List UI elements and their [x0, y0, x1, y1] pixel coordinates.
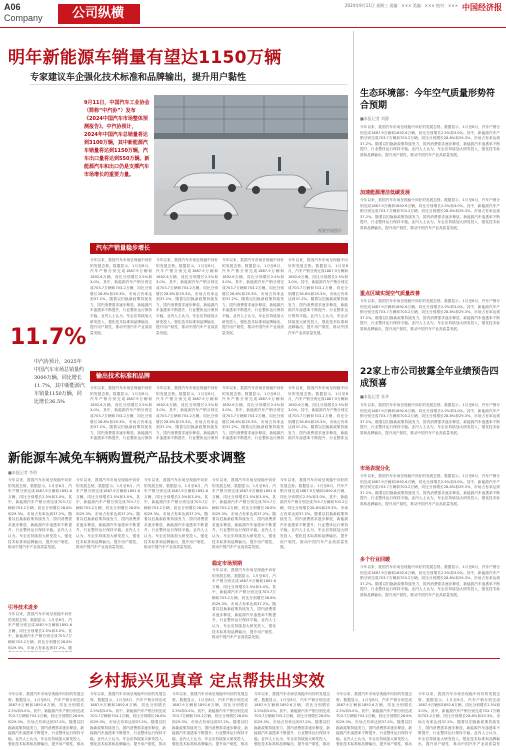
right-article-1-subhead-1: 加速能源清洁低碳发展: [360, 190, 411, 196]
tax-subhead-2: 稳定市场预期: [212, 561, 243, 567]
body-column: 今年以来，我国汽车市场呈现稳中向好的发展态势。数据显示，1月至8月，汽车产销分别完成1887.9万辆和1892.6万辆，同比分别增长2.5%和3.0%。其中，新能源汽车产销分别完成703.7万辆和703.2万辆，同比分别增长28.8%和29.3%，市场占有率达到37.2%。随着以旧换新政策持续发力，国内消费需求逐步释放，新能源汽车渗透率不断提升，行业整体运行保持平稳。业内人士认为，车企应持续加大研发投入，强化技术标准和品牌输出，提升用户黏性，推动中国汽车产业高质量发展。: [212, 478, 276, 550]
right-article-2: [360, 366, 500, 669]
right-article-1-body: 今年以来，我国汽车市场呈现稳中向好的发展态势。数据显示，1月至8月，汽车产销分别完成1887.9万辆和1892.6万辆，同比分别增长2.5%和3.0%。其中，新能源汽车产销分别完成703.7万辆和703.2万辆，同比分别增长28.8%和29.3%，市场占有率达到37.2%。随着以旧换新政策持续发力，国内消费需求逐步释放，新能源汽车渗透率不断提升，行业整体运行保持平稳。业内人士认为，车企应持续加大研发投入，强化技术标准和品牌输出，提升用户黏性，推动中国汽车产业高质量发展。: [360, 299, 500, 331]
divider: [30, 84, 348, 85]
body-column: 今年以来，我国汽车市场呈现稳中向好的发展态势。数据显示，1月至8月，汽车产销分别完成1887.9万辆和1892.6万辆，同比分别增长2.5%和3.0%。其中，新能源汽车产销分别完成703.7万辆和703.2万辆，同比分别增长28.8%和29.3%，市场占有率达到37.2%。随着以旧换新政策持续发力，国内消费需求逐步释放，新能源汽车渗透率不断提升，行业整体运行保持平稳。业内人士认为，车企应持续加大研发投入，强化技术标准和品牌输出，提升用户黏性，推动中国汽车产业高质量发展。: [222, 258, 284, 335]
body-column: 今年以来，我国汽车市场呈现稳中向好的发展态势。数据显示，1月至8月，汽车产销分别完成1887.9万辆和1892.6万辆，同比分别增长2.5%和3.0%。其中，新能源汽车产销分别完成703.7万辆和703.2万辆，同比分别增长28.8%和29.3%，市场占有率达到37.2%。随着以旧换新政策持续发力，国内消费需求逐步释放，新能源汽车渗透率不断提升，行业整体运行保持平稳。业内人士认为，车企应持续加大研发投入，强化技术标准和品牌输出，提升用户黏性，推动: [336, 692, 412, 746]
right-article-1: [360, 88, 500, 349]
stat-caption: 中汽协预计，2025年中国汽车市场总销量约3000万辆，同比增长11.7%，其中新能源汽车销量1150万辆，同比增长36.5%: [34, 359, 85, 405]
section-bar-sales: [90, 243, 348, 254]
photo-caption: 视觉中国图片: [318, 228, 342, 233]
stat-percentage: 11.7%: [10, 325, 87, 350]
body-column: 今年以来，我国汽车市场呈现稳中向好的发展态势。数据显示，1月至8月，汽车产销分别完成1887.9万辆和1892.6万辆，同比分别增长2.5%和3.0%。其中，新能源汽车产销分别完成703.7万辆和703.2万辆，同比分别增长28.8%和29.3%，市场占有率达到37.2%。随着以旧换新政策持续发力，国内消费需求逐步释放，新能源汽车渗透率不断提升，行业整体运行保持平稳。业内人士认为，车企应持续加大研发投入，强化技术标准和品牌输出，提升用户黏性，推动中国汽车产业高质量发展。: [144, 478, 208, 550]
page-header: [0, 0, 506, 28]
factory-photo: [154, 95, 348, 235]
masthead: 中国经济报: [462, 2, 502, 12]
section-bar-standards: [90, 371, 348, 382]
right-article-2-subhead-1: 市场表现分化: [360, 466, 391, 472]
section-english-label: Company: [4, 13, 43, 23]
lead-headline: 明年新能源车销量有望达1150万辆: [8, 48, 282, 68]
right-article-2-headline: 22家上市公司披露全年业绩预告四成预喜: [360, 367, 499, 389]
factory-illustration: [154, 95, 348, 235]
body-column: 今年以来，我国汽车市场呈现稳中向好的发展态势。数据显示，1月至8月，汽车产销分别完成1887.9万辆和1892.6万辆，同比分别增长2.5%和3.0%。其中，新能源汽车产销分别完成703.7万辆和703.2万辆，同比分别增长28.8%和29.3%，市场占有率达到37.2%。随着以旧换新政策持续发力，国内消费需求逐步释放，新能源汽车渗透率不断提升，行业整体运行保持平稳。业内人士认为，车企应持续加大研发投入，强化技术标准和品牌输出，提升用户黏性，推动中国汽车产业高质量发展。: [288, 258, 348, 335]
section-bar-label: 汽车产销量稳步增长: [96, 245, 151, 252]
rural-headline: 乡村振兴见真章 定点帮扶出实效: [88, 671, 326, 690]
section-title: 公司纵横: [72, 6, 125, 21]
divider: [8, 658, 500, 659]
issue-info: 2024年9月11日 星期三 责编：××× 美编：××× 校对：×××: [345, 3, 459, 8]
body-column: 今年以来，我国汽车市场呈现稳中向好的发展态势。数据显示，1月至8月，汽车产销分别完成1887.9万辆和1892.6万辆，同比分别增长2.5%和3.0%。其中，新能源汽车产销分别完成703.7万辆和703.2万辆，同比分别增长28.8%和29.3%，市场占有率达到37.2%。随着以旧换新政策持续发力，国内消费需求逐步释放，新能源汽车渗透率不断提升，行业整体运行保持平稳。业内人士认为，车企应持续加大研发投入，强化技术标准和品牌输出，提升用户黏性，推动: [8, 692, 84, 746]
right-article-2-subhead-2: 多个行业回暖: [360, 557, 391, 563]
column-rule: [353, 31, 354, 631]
right-article-1-headline: 生态环境部：今年空气质量形势符合预期: [360, 89, 496, 111]
body-column: 今年以来，我国汽车市场呈现稳中向好的发展态势。数据显示，1月至8月，汽车产销分别完成1887.9万辆和1892.6万辆，同比分别增长2.5%和3.0%。其中，新能源汽车产销分别完成703.7万辆和703.2万辆，同比分别增长28.8%和29.3%，市场占有率达到37.2%。随着以旧换新政策持续发力，国内消费需求逐步释放，新能源汽车渗透率不断提升，行业整体运行保持平稳。业内人士认为，车企应持续加大研发投入，强化技术标准和品牌输出，提升用户黏性，推动中国汽车产业高质量发展。: [8, 478, 72, 550]
right-article-1-author: ■本报记者 刘静: [360, 116, 390, 121]
body-column: 今年以来，我国汽车市场呈现稳中向好的发展态势。数据显示，1月至8月，汽车产销分别完成1887.9万辆和1892.6万辆，同比分别增长2.5%和3.0%。其中，新能源汽车产销分别完成703.7万辆和703.2万辆，同比分别增长28.8%和29.3%，市场占有率达到37.2%。随着以旧换新政策持续发力，国内消费需求逐步释放，新能源汽车渗透率不断提升，行业整体运行保持平稳。业内人士认为，车企应持续加大研发投入，强化技术标准和品牌输出，提升用户黏性，推动中国汽车产业高质量发展。: [90, 258, 152, 335]
body-column: 今年以来，我国汽车市场呈现稳中向好的发展态势。数据显示，1月至8月，汽车产销分别完成1887.9万辆和1892.6万辆，同比分别增长2.5%和3.0%。其中，新能源汽车产销分别完成703.7万辆和703.2万辆，同比分别增长28.8%和29.3%，市场占有率达到37.2%。随着以旧换新政策持续发力，国内消费需求逐步释放，新能源汽车渗透率不断提升，行业整体运行保持: [222, 386, 284, 440]
body-column: 今年以来，我国汽车市场呈现稳中向好的发展态势。数据显示，1月至8月，汽车产销分别完成1887.9万辆和1892.6万辆，同比分别增长2.5%和3.0%。其中，新能源汽车产销分别完成703.7万辆和703.2万辆，同比分别增长28.8%和29.3%，市场占有率达到37.2%。随着以旧换新政策持续发力，国内消费需求逐步释放，新能源汽车渗透率不断提升，行业整体运行保持平稳。业内人士认为，车企应持续加大研发投入，强化技术标准和品牌输出，提升用户黏性，推动中国汽车产业高质量发展。: [212, 568, 276, 640]
body-column: 今年以来，我国汽车市场呈现稳中向好的发展态势。数据显示，1月至8月，汽车产销分别完成1887.9万辆和1892.6万辆，同比分别增长2.5%和3.0%。其中，新能源汽车产销分别完成703.7万辆和703.2万辆，同比分别增长28.8%和29.3%，市场占有率达到37.2%。随着以旧换新政策持续发力，国内消费需求逐步释放，新能源汽车渗透率不断提升，行业整体运行保持平稳。业内人士认为，车企应持续加大研发投入，强化技术标准和品牌输出，提升用户黏性，推动中国汽车产业高质量发展。: [156, 258, 218, 335]
lead-intro: 9月11日，中国汽车工业协会（简称“中汽协”）发布《2024中国汽车市场整体预测报告》。中汽协预计，2024年中国汽车总销量将达到3100万辆，其中新能源汽车销量将达到1150万辆，汽车出口量将达到550万辆。新能源汽车和出口仍是支撑汽车市场增长的重要力量。: [84, 100, 150, 178]
right-article-2-body: 今年以来，我国汽车市场呈现稳中向好的发展态势。数据显示，1月至8月，汽车产销分别完成1887.9万辆和1892.6万辆，同比分别增长2.5%和3.0%。其中，新能源汽车产销分别完成703.7万辆和703.2万辆，同比分别增长28.8%和29.3%，市场占有率达到37.2%。随着以旧换新政策持续发力，国内消费需求逐步释放，新能源汽车渗透率不断提升，行业整体运行保持平稳。业内人士认为，车企应持续加大研发投入，强化技术标准和品牌输出，提升用户黏性，推动中国汽车产业高质量发展。: [360, 474, 500, 506]
tax-author: ■本报记者 李明: [8, 470, 38, 475]
tax-subhead-1: 引导技术进步: [8, 605, 39, 611]
tax-headline: 新能源车减免车辆购置税产品技术要求调整: [8, 450, 246, 465]
body-column: 今年以来，我国汽车市场呈现稳中向好的发展态势。数据显示，1月至8月，汽车产销分别完成1887.9万辆和1892.6万辆，同比分别增长2.5%和3.0%。其中，新能源汽车产销分别完成703.7万辆和703.2万辆，同比分别增长28.8%和29.3%，市场占有率达到37.2%。随着以旧换新政策持续发力，国内消费需求逐步释放，新能源汽车渗透率不断提升，行业整体运行保持: [90, 386, 152, 440]
body-column: 今年以来，我国汽车市场呈现稳中向好的发展态势。数据显示，1月至8月，汽车产销分别完成1887.9万辆和1892.6万辆，同比分别增长2.5%和3.0%。其中，新能源汽车产销分别完成703.7万辆和703.2万辆，同比分别增长28.8%和29.3%，市场占有率达到37.2%。随: [8, 612, 72, 650]
body-column: 今年以来，我国汽车市场呈现稳中向好的发展态势。数据显示，1月至8月，汽车产销分别完成1887.9万辆和1892.6万辆，同比分别增长2.5%和3.0%。其中，新能源汽车产销分别完成703.7万辆和703.2万辆，同比分别增长28.8%和29.3%，市场占有率达到37.2%。随着以旧换新政策持续发力，国内消费需求逐步释放，新能源汽车渗透率不断提升，行业整体运行保持平稳。业内人士认为，车企应持续加大研发投入，强化技术标准和品牌输出，提升用户黏性，推动: [254, 692, 330, 746]
right-article-1-subhead-2: 重点区域实现空气质量改善: [360, 291, 421, 297]
right-article-1-body: 今年以来，我国汽车市场呈现稳中向好的发展态势。数据显示，1月至8月，汽车产销分别完成1887.9万辆和1892.6万辆，同比分别增长2.5%和3.0%。其中，新能源汽车产销分别完成703.7万辆和703.2万辆，同比分别增长28.8%和29.3%，市场占有率达到37.2%。随着以旧换新政策持续发力，国内消费需求逐步释放，新能源汽车渗透率不断提升，行业整体运行保持平稳。业内人士认为，车企应持续加大研发投入，强化技术标准和品牌输出，提升用户黏性，推动中国汽车产业高质量发展。: [360, 125, 500, 157]
body-column: 今年以来，我国汽车市场呈现稳中向好的发展态势。数据显示，1月至8月，汽车产销分别完成1887.9万辆和1892.6万辆，同比分别增长2.5%和3.0%。其中，新能源汽车产销分别完成703.7万辆和703.2万辆，同比分别增长28.8%和29.3%，市场占有率达到37.2%。随着以旧换新政策持续发力，国内消费需求逐步释放，新能源汽车渗透率不断提升，行业整体运行保持平稳。业内人士认为，车企应持续加大研发投入，强化技术标准和品牌输出，提升用户黏性，推动: [172, 692, 248, 746]
section-banner: [58, 4, 140, 24]
right-article-2-body: 今年以来，我国汽车市场呈现稳中向好的发展态势。数据显示，1月至8月，汽车产销分别完成1887.9万辆和1892.6万辆，同比分别增长2.5%和3.0%。其中，新能源汽车产销分别完成703.7万辆和703.2万辆，同比分别增长28.8%和29.3%，市场占有率达到37.2%。随着以旧换新政策持续发力，国内消费需求逐步释放，新能源汽车渗透率不断提升，行业整体运行保持平稳。业内人士认为，车企应持续加大研发投入，强化技术标准和品牌输出，提升用户黏性，推动中国汽车产业高质量发展。: [360, 403, 500, 435]
right-article-1-body: 今年以来，我国汽车市场呈现稳中向好的发展态势。数据显示，1月至8月，汽车产销分别完成1887.9万辆和1892.6万辆，同比分别增长2.5%和3.0%。其中，新能源汽车产销分别完成703.7万辆和703.2万辆，同比分别增长28.8%和29.3%，市场占有率达到37.2%。随着以旧换新政策持续发力，国内消费需求逐步释放，新能源汽车渗透率不断提升，行业整体运行保持平稳。业内人士认为，车企应持续加大研发投入，强化技术标准和品牌输出，提升用户黏性，推动中国汽车产业高质量发展。: [360, 198, 500, 230]
lead-subheadline: 专家建议车企强化技术标准和品牌输出，提升用户黏性: [30, 73, 247, 83]
header-rule: [0, 27, 506, 28]
body-column: 今年以来，我国汽车市场呈现稳中向好的发展态势。数据显示，1月至8月，汽车产销分别完成1887.9万辆和1892.6万辆，同比分别增长2.5%和3.0%。其中，新能源汽车产销分别完成703.7万辆和703.2万辆，同比分别增长28.8%和29.3%，市场占有率达到37.2%。随着以旧换新政策持续发力，国内消费需求逐步释放，新能源汽车渗透率不断提升，行业整体运: [288, 386, 348, 440]
right-article-2-body: 今年以来，我国汽车市场呈现稳中向好的发展态势。数据显示，1月至8月，汽车产销分别完成1887.9万辆和1892.6万辆，同比分别增长2.5%和3.0%。其中，新能源汽车产销分别完成703.7万辆和703.2万辆，同比分别增长28.8%和29.3%，市场占有率达到37.2%。随着以旧换新政策持续发力，国内消费需求逐步释放，新能源汽车渗透率不断提升，行业整体运行保持平稳。业内人士认为，车企应持续加大研发投入，强化技术标准和品牌输出，提升用户黏性，推动中国汽车产业高质量发展。: [360, 565, 500, 597]
right-article-2-author: ■本报记者 张华: [360, 394, 390, 399]
body-column: 今年以来，我国汽车市场呈现稳中向好的发展态势。数据显示，1月至8月，汽车产销分别完成1887.9万辆和1892.6万辆，同比分别增长2.5%和3.0%。其中，新能源汽车产销分别完成703.7万辆和703.2万辆，同比分别增长28.8%和29.3%，市场占有率达到37.2%。随着以旧换新政策持续发力，国内消费需求逐步释放，新能源汽车渗透率不断提升，行业整体运行保持: [156, 386, 218, 440]
body-column: 今年以来，我国汽车市场呈现稳中向好的发展态势。数据显示，1月至8月，汽车产销分别完成1887.9万辆和1892.6万辆，同比分别增长2.5%和3.0%。其中，新能源汽车产销分别完成703.7万辆和703.2万辆，同比分别增长28.8%和29.3%，市场占有率达到37.2%。随着以旧换新政策持续发力，国内消费需求逐步释放，新能源汽车渗透率不断提升，行业整体运行保持平稳。业内人士认为，车企应持续加大研发投入，强化技术标准和品牌输出，提升用户黏性，推动中国汽车产业高质量发: [418, 692, 500, 746]
body-column: 今年以来，我国汽车市场呈现稳中向好的发展态势。数据显示，1月至8月，汽车产销分别完成1887.9万辆和1892.6万辆，同比分别增长2.5%和3.0%。其中，新能源汽车产销分别完成703.7万辆和703.2万辆，同比分别增长28.8%和29.3%，市场占有率达到37.2%。随着以旧换新政策持续发力，国内消费需求逐步释放，新能源汽车渗透率不断提升，行业整体运行保持平稳。业内人士认为，车企应持续加大研发投入，强化技术标准和品牌输出，提升用户黏性，推动: [90, 692, 166, 746]
page-number: A06: [4, 2, 21, 12]
body-column: 今年以来，我国汽车市场呈现稳中向好的发展态势。数据显示，1月至8月，汽车产销分别完成1887.9万辆和1892.6万辆，同比分别增长2.5%和3.0%。其中，新能源汽车产销分别完成703.7万辆和703.2万辆，同比分别增长28.8%和29.3%，市场占有率达到37.2%。随着以旧换新政策持续发力，国内消费需求逐步释放，新能源汽车渗透率不断提升，行业整体运行保持平稳。业内人士认为，车企应持续加大研发投入，强化技术标准和品牌输出，提升用户黏性，推动中国汽车产业高质量发展。: [76, 478, 140, 550]
section-bar-label: 输出技术标准和品牌: [96, 373, 151, 380]
body-column: 今年以来，我国汽车市场呈现稳中向好的发展态势。数据显示，1月至8月，汽车产销分别完成1887.9万辆和1892.6万辆，同比分别增长2.5%和3.0%。其中，新能源汽车产销分别完成703.7万辆和703.2万辆，同比分别增长28.8%和29.3%，市场占有率达到37.2%。随着以旧换新政策持续发力，国内消费需求逐步释放，新能源汽车渗透率不断提升，行业整体运行保持平稳。业内人士认为，车企应持续加大研发投入，强化技术标准和品牌输出，提升用户黏性，推动中国汽车产业高质量发展。: [280, 478, 348, 550]
